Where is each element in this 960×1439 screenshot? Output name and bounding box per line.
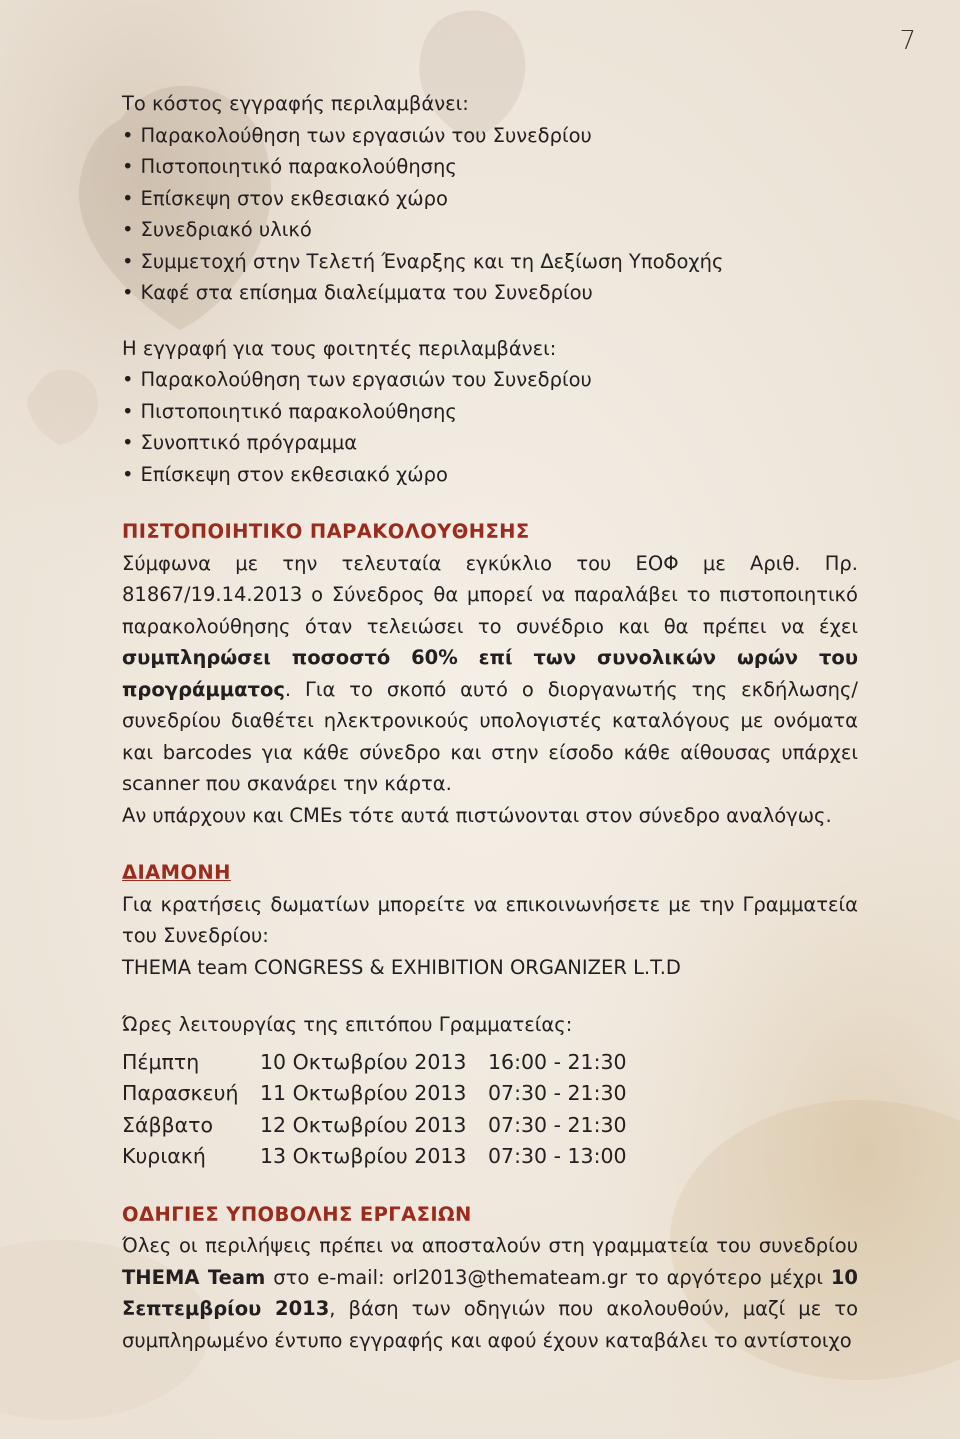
submission-email-text: στο e-mail: orl2013@themateam.gr το αργότερο μέχρι	[265, 1265, 831, 1289]
student-item: • Πιστοποιητικό παρακολούθησης	[122, 396, 858, 428]
hours-row	[122, 1047, 627, 1079]
deadline-date: 10 Σεπτεμβρίου 2013	[122, 1265, 858, 1320]
page-content	[122, 88, 858, 1356]
submission-heading: ΟΔΗΓΙΕΣ ΥΠΟΒΟΛΗΣ ΕΡΓΑΣΙΩΝ	[122, 1202, 472, 1226]
hours-date: 13 Οκτωβρίου 2013	[260, 1144, 467, 1168]
hours-row	[122, 1141, 627, 1173]
hours-day: Παρασκευή	[122, 1081, 239, 1105]
page-number: 7	[899, 26, 916, 56]
submission-text-tail: , βάση των οδηγιών που ακολουθούν, μαζί με το συμπληρωμένο έντυπο εγγραφής και αφού έχουν καταβάλει το αντίστοιχο	[122, 1297, 858, 1352]
hours-time: 16:00 - 21:30	[488, 1049, 627, 1074]
hours-date: 10 Οκτωβρίου 2013	[260, 1049, 467, 1074]
hours-date: 11 Οκτωβρίου 2013	[260, 1081, 467, 1105]
hours-row	[122, 1110, 627, 1142]
student-intro: Η εγγραφή για τους φοιτητές περιλαμβάνει:	[122, 336, 557, 360]
fee-intro: Το κόστος εγγραφής περιλαμβάνει:	[122, 92, 469, 115]
hours-day: Πέμπτη	[122, 1049, 200, 1074]
fee-item: • Συμμετοχή στην Τελετή Έναρξης και τη Δεξίωση Υποδοχής	[122, 246, 858, 278]
organizer-name: THEMA team CONGRESS & EXHIBITION ORGANIZER L.T.D	[122, 955, 681, 979]
submission-text: Όλες οι περιλήψεις πρέπει να αποσταλούν στη γραμματεία του συνεδρίου	[122, 1234, 858, 1257]
certificate-text-tail: . Για το σκοπό αυτό ο διοργανωτής της εκδήλωσης/συνεδρίου διαθέτει ηλεκτρονικούς υπολογιστές καταλόγους με ονόματα και barcodes για κάθε σύνεδρο και στην είσοδο κάθε αίθουσας υπάρχει scanner που σκανάρει την κάρτα.	[122, 677, 858, 795]
student-item: • Επίσκεψη στον εκθεσιακό χώρο	[122, 459, 858, 491]
hours-row	[122, 1078, 627, 1110]
hours-title: Ώρες λειτουργίας της επιτόπου Γραμματείας:	[122, 1013, 573, 1036]
submission-paragraph	[122, 1230, 858, 1356]
student-item: • Παρακολούθηση των εργασιών του Συνεδρίου	[122, 364, 858, 396]
fee-item: • Παρακολούθηση των εργασιών του Συνεδρίου	[122, 120, 858, 152]
fee-item: • Επίσκεψη στον εκθεσιακό χώρο	[122, 183, 858, 215]
fee-item: • Καφέ στα επίσημα διαλείμματα του Συνεδρίου	[122, 277, 858, 309]
fee-item: • Πιστοποιητικό παρακολούθησης	[122, 151, 858, 183]
accommodation-paragraph: Για κρατήσεις δωματίων μπορείτε να επικοινωνήσετε με την Γραμματεία του Συνεδρίου:	[122, 892, 858, 947]
accommodation-heading: ΔΙΑΜΟΝΗ	[122, 861, 231, 884]
certificate-paragraph	[122, 548, 858, 800]
organizer-bold: THEMA Team	[122, 1265, 266, 1289]
fee-item: • Συνεδριακό υλικό	[122, 214, 858, 246]
certificate-heading: ΠΙΣΤΟΠΟΙΗΤΙΚΟ ΠΑΡΑΚΟΛΟΥΘΗΣΗΣ	[122, 520, 530, 543]
hours-table	[122, 1047, 627, 1173]
hours-day: Σάββατο	[122, 1112, 214, 1137]
hours-date: 12 Οκτωβρίου 2013	[260, 1112, 467, 1137]
hours-time: 07:30 - 21:30	[488, 1112, 627, 1137]
hours-time: 07:30 - 21:30	[488, 1081, 627, 1105]
hours-time: 07:30 - 13:00	[488, 1144, 627, 1168]
student-item: • Συνοπτικό πρόγραμμα	[122, 427, 858, 459]
certificate-text: Σύμφωνα με την τελευταία εγκύκλιο του ΕΟΦ με Αριθ. Πρ. 81867/19.14.2013 ο Σύνεδρος θα μπορεί να παραλάβει το πιστοποιητικό παρακολούθησης όταν τελειώσει το συνέδριο και θα πρέπει να έχει	[122, 551, 858, 638]
certificate-requirement: συμπληρώσει ποσοστό 60% επί των συνολικών ωρών του προγράμματος	[122, 646, 858, 701]
hours-day: Κυριακή	[122, 1144, 206, 1168]
cme-paragraph: Αν υπάρχουν και CMEs τότε αυτά πιστώνονται στον σύνεδρο αναλόγως.	[122, 803, 832, 827]
